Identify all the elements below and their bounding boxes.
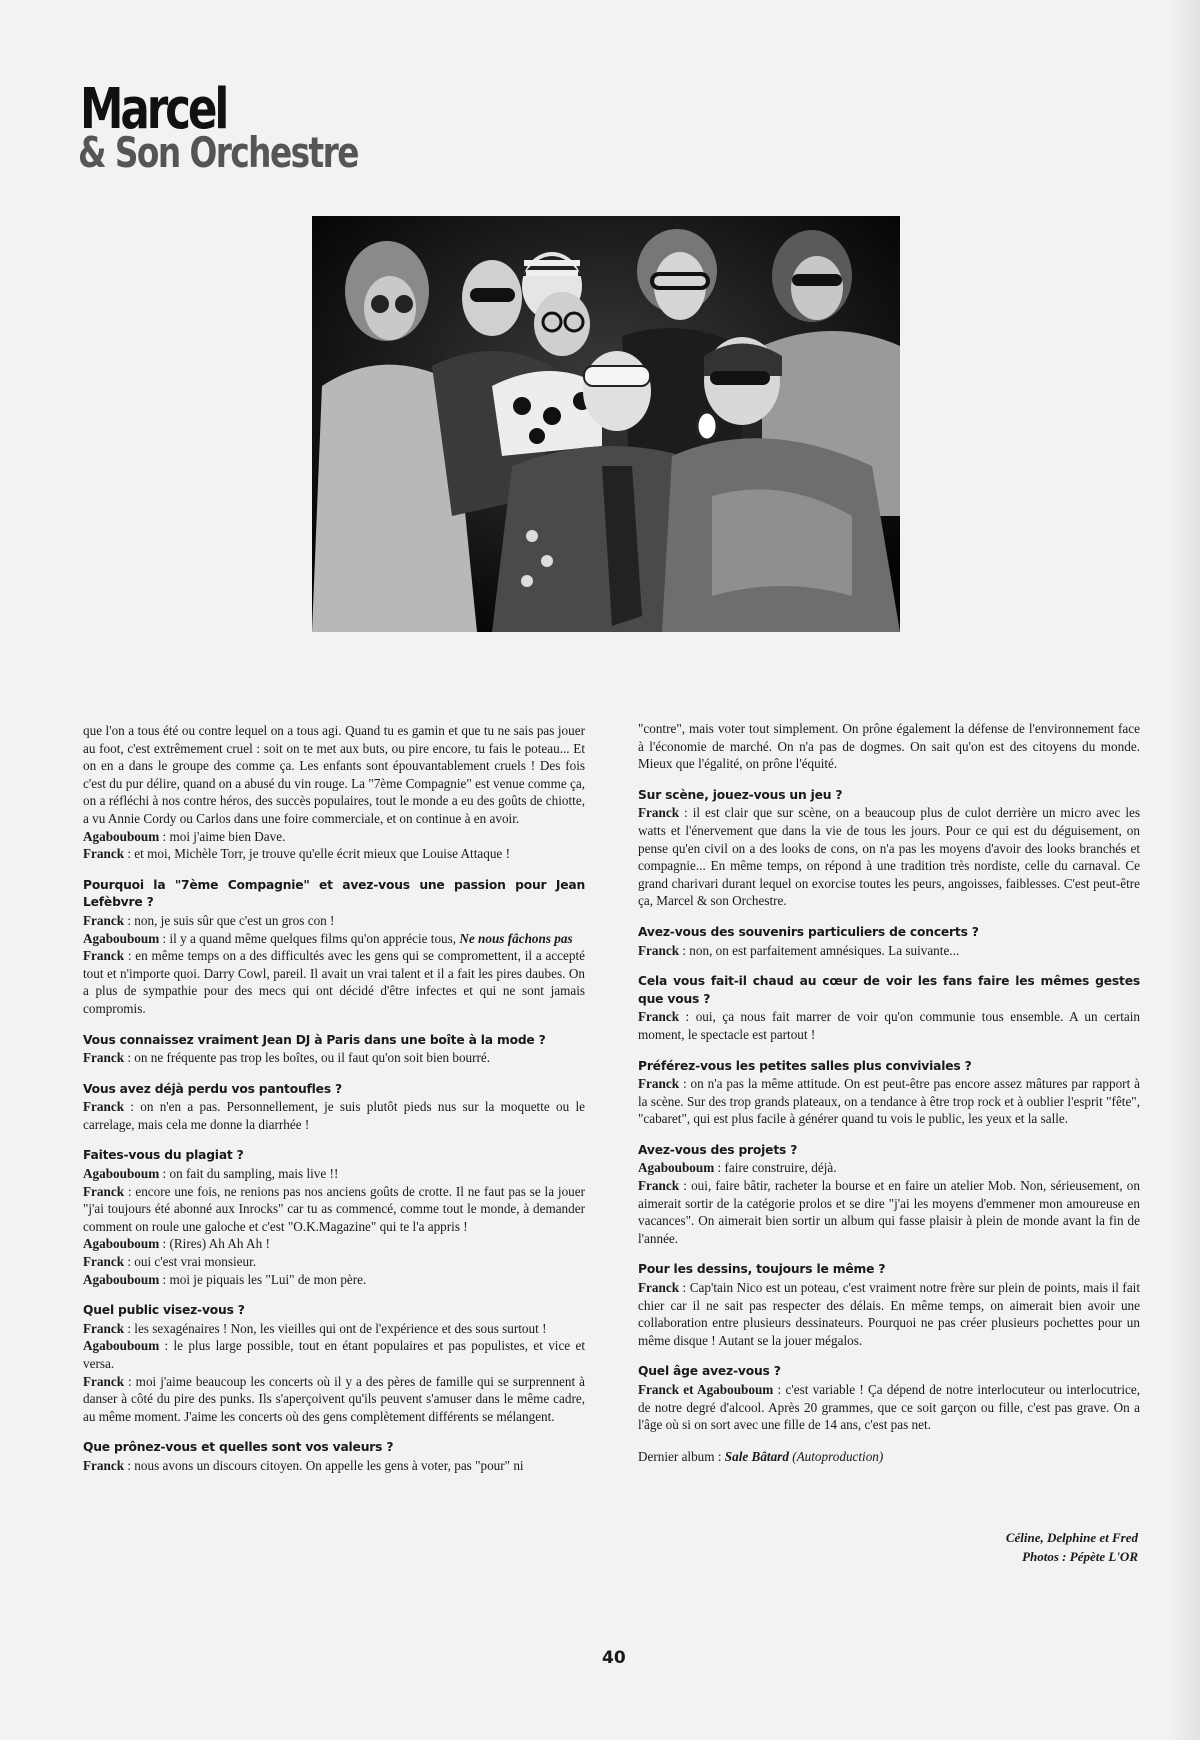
answer-text: : nous avons un discours citoyen. On appelle les gens à voter, pas "pour" ni — [124, 1457, 524, 1473]
answer-text: : moi j'aime beaucoup les concerts où il y a des pères de famille qui se surprennent à danser à côté du pire des punks. Ils s'aperçoivent qu'ils peuvent s'amuser dans le même cadre, au même moment. J'aime les concerts où des gens complètement différents se mélangent. — [83, 1373, 585, 1424]
credits — [1006, 1528, 1138, 1566]
film-title: Ne nous fâchons pas — [459, 930, 573, 946]
speaker-name: Franck — [638, 1178, 680, 1194]
question: Préférez-vous les petites salles plus conviviales ? — [638, 1058, 972, 1073]
band-photo-icon — [312, 216, 900, 632]
speaker-name: Franck — [638, 1076, 680, 1092]
title-main: Marcel — [80, 77, 227, 142]
credits-photos: Photos : Pépète L'OR — [1022, 1549, 1138, 1564]
answer-text: : on fait du sampling, mais live !! — [159, 1166, 339, 1182]
answer-text: : moi j'aime bien Dave. — [159, 828, 286, 844]
left-column — [83, 722, 585, 1475]
speaker-name: Agabouboum — [83, 930, 160, 946]
answer — [638, 1381, 1140, 1434]
answer — [83, 1049, 585, 1067]
answer — [83, 1457, 585, 1475]
speaker-name: Franck — [83, 1099, 125, 1115]
question: Pourquoi la "7ème Compagnie" et avez-vous une passion pour Jean Lefèbvre ? — [83, 877, 585, 910]
answer-text: : on ne fréquente pas trop les boîtes, ou il faut qu'on soit bien bourré. — [124, 1050, 491, 1066]
answer — [83, 1271, 585, 1289]
speaker-name: Franck — [83, 1050, 125, 1066]
question: Cela vous fait-il chaud au cœur de voir les fans faire les mêmes gestes que vous ? — [638, 974, 1140, 1006]
answer — [83, 1165, 585, 1183]
right-column — [638, 720, 1140, 1465]
answer-text: : on n'en a pas. Personnellement, je suis plutôt pieds nus sur la moquette ou le carrelage, mais cela me donne la diarrhée ! — [83, 1099, 585, 1132]
answer — [638, 804, 1140, 910]
speaker-name: Franck — [83, 1254, 125, 1270]
speaker-name: Agabouboum — [83, 1166, 160, 1182]
question: Que prônez-vous et quelles sont vos valeurs ? — [83, 1440, 394, 1455]
answer-text: : non, je suis sûr que c'est un gros con ! — [124, 912, 335, 928]
answer — [638, 1008, 1140, 1043]
question: Sur scène, jouez-vous un jeu ? — [638, 787, 843, 802]
speaker-name: Franck — [83, 1457, 125, 1473]
answer-text: : c'est variable ! Ça dépend de notre interlocuteur ou interlocutrice, de notre degré d'alcool. Après 20 grammes, que ce soit garçon ou fille, c'est pas grave. On a l'âge où si on sort avec une fille de 14 ans, c'est pas net. — [638, 1382, 1140, 1433]
answer-text: : le plus large possible, tout en étant populaires et pas populistes, et vice et versa. — [83, 1338, 585, 1371]
answer — [83, 912, 585, 930]
answer — [638, 1159, 1140, 1177]
answer-text: : oui, ça nous fait marrer de voir qu'on communie tous ensemble. A un certain moment, le spectacle est partout ! — [638, 1009, 1140, 1042]
album-note: (Autoproduction) — [788, 1448, 884, 1464]
paragraph: que l'on a tous été ou contre lequel on a tous agi. Quand tu es gamin et que tu ne sais pas jouer au foot, c'est extrêmement cruel : soit on te met aux buts, ou pire encore, tu fais le poteau... Et on en a dans le groupe des comme ça. Les enfants sont épouvantablement cruels ! Des fois c'est du pur délire, quand on a abusé du vin rouge. La "7ème Compagnie" est venue comme ça, on a réfléchi à nos contre héros, des succès populaires, tout le monde a eu des goûts de chiotte, a vu Annie Cordy ou Carlos dans une foire commerciale, et on continue à en avoir. — [83, 723, 585, 826]
answer — [83, 1373, 585, 1426]
answer-text: : et moi, Michèle Torr, je trouve qu'elle écrit mieux que Louise Attaque ! — [124, 846, 510, 862]
answer — [83, 1253, 585, 1271]
album-label: Dernier album : — [638, 1448, 725, 1464]
speaker-name: Franck — [638, 942, 680, 958]
question: Pour les dessins, toujours le même ? — [638, 1262, 886, 1277]
answer — [638, 942, 1140, 960]
answer — [83, 1337, 585, 1372]
speaker-name: Agabouboum — [83, 828, 160, 844]
speaker-name: Franck — [638, 1280, 680, 1296]
answer — [638, 1075, 1140, 1128]
question: Vous connaissez vraiment Jean DJ à Paris dans une boîte à la mode ? — [83, 1032, 546, 1047]
answer — [83, 1235, 585, 1253]
speaker-name: Franck — [83, 1320, 125, 1336]
page-number: 40 — [602, 1648, 626, 1668]
answer-text: : faire construire, déjà. — [714, 1160, 837, 1176]
answer — [83, 1098, 585, 1133]
answer — [83, 1183, 585, 1236]
answer-text: : on n'a pas la même attitude. On est peut-être pas encore assez mâtures par rapport à la scène. Sur des trop grands plateaux, on a tendance à être trop rock et à oublier l'esprit "fête", "cabaret", qui est plus facile à générer quand tu vois le public, les yeux et la salle. — [638, 1076, 1140, 1127]
answer — [83, 947, 585, 1017]
band-photo — [312, 216, 900, 632]
album-title: Sale Bâtard — [724, 1448, 789, 1464]
answer — [83, 1320, 585, 1338]
answer-text: : moi je piquais les "Lui" de mon père. — [159, 1271, 367, 1287]
speaker-name: Franck — [83, 948, 125, 964]
speaker-name: Agabouboum — [83, 1236, 160, 1252]
article-title — [78, 77, 437, 177]
question: Faites-vous du plagiat ? — [83, 1148, 244, 1163]
answer — [83, 845, 585, 863]
answer-text: : oui c'est vrai monsieur. — [124, 1254, 257, 1270]
speaker-name: Franck — [83, 912, 125, 928]
speaker-name: Franck — [83, 1183, 125, 1199]
speaker-name: Franck — [83, 1373, 125, 1389]
speaker-name: Agabouboum — [83, 1271, 160, 1287]
question: Avez-vous des projets ? — [638, 1142, 798, 1157]
title-sub: & Son Orchestre — [78, 128, 358, 177]
question: Quel public visez-vous ? — [83, 1303, 245, 1318]
credits-authors: Céline, Delphine et Fred — [1005, 1530, 1138, 1545]
answer-text: : en même temps on a des difficultés avec les gens qui se compromettent, il a accepté tout et n'importe quoi. Darry Cowl, pareil. Il avait un vrai talent et il a fait les pires daubes. On a plus de sympathie pour des mecs qui ont décidé d'être infectes et qui ne sont jamais compromis. — [83, 948, 585, 1016]
question: Avez-vous des souvenirs particuliers de concerts ? — [638, 924, 979, 939]
answer-text: : il y a quand même quelques films qu'on apprécie tous, — [159, 930, 460, 946]
answer-text: : encore une fois, ne renions pas nos anciens goûts de crotte. Il ne faut pas se la jouer "j'ai toujours été abonné aux Inrocks" car tu as commencé, comme tout le monde, à demander comment on roule une galoche et c'est "O.K.Magazine" qui te l'a appris ! — [83, 1183, 585, 1234]
answer-text: : les sexagénaires ! Non, les vieilles qui ont de l'expérience et des sous surtout ! — [124, 1320, 547, 1336]
answer-text: : oui, faire bâtir, racheter la bourse et en faire un atelier Mob. Non, sérieusement, on aimerait sortir de la catégorie prolos et se dire "j'ai les moyens d'emmener mon amoureuse en vacances". On aimerait bien sortir un album qui fasse plaisir à plein de monde avant la fin de l'année. — [638, 1178, 1140, 1246]
answer-text: : il est clair que sur scène, on a beaucoup plus de culot derrière un micro avec les watts et l'énervement que dans la vie de tous les jours. Pour ce qui est du déguisement, on pense qu'en civil on a des looks de cons, on n'a pas les moyens d'avoir des looks branchés et compagnie... En même temps, on répond à une tradition très nordiste, celle du carnaval. Ce grand charivari durant lequel on exorcise toutes les peurs, angoisses, faiblesses. C'est peut-être ça, Marcel & son Orchestre. — [638, 805, 1140, 909]
speaker-name: Franck — [638, 805, 680, 821]
answer-text: : non, on est parfaitement amnésiques. La suivante... — [679, 942, 960, 958]
answer-text: : (Rires) Ah Ah Ah ! — [159, 1236, 270, 1252]
question: Quel âge avez-vous ? — [638, 1364, 781, 1379]
speaker-name: Franck et Agabouboum — [638, 1382, 774, 1397]
answer-text: : Cap'tain Nico est un poteau, c'est vraiment notre frère sur plein de points, mais il fait chier car il ne sait pas respecter des délais. En même temps, on aimerait bien avoir une collaboration entre plusieurs dessinateurs. Pourquoi ne pas créer plusieurs pochettes pour un même disque ! Autant se la jouer mégalos. — [638, 1280, 1140, 1348]
answer — [638, 1279, 1140, 1349]
paragraph: "contre", mais voter tout simplement. On prône également la défense de l'environnement face à l'économie de marché. On n'a pas de dogmes. On sait qu'on est des citoyens du monde. Mieux que l'égalité, on prône l'équité. — [638, 721, 1140, 772]
question: Vous avez déjà perdu vos pantoufles ? — [83, 1081, 342, 1096]
page-edge-shadow — [1170, 0, 1200, 1740]
latest-album — [638, 1448, 1140, 1466]
speaker-name: Franck — [638, 1009, 680, 1025]
answer — [83, 828, 585, 846]
answer — [638, 1177, 1140, 1247]
speaker-name: Agabouboum — [83, 1338, 160, 1354]
answer — [83, 930, 585, 948]
speaker-name: Franck — [83, 846, 125, 862]
speaker-name: Agabouboum — [638, 1160, 715, 1176]
